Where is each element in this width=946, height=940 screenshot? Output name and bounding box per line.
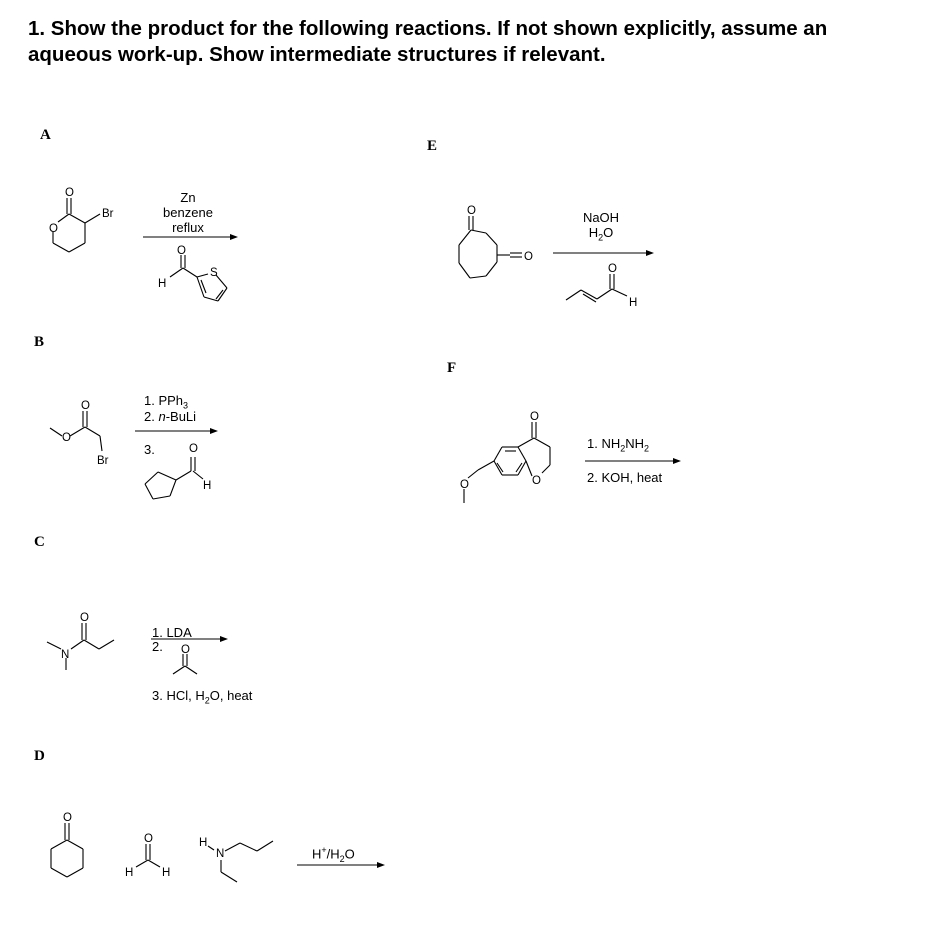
reagent-text: O xyxy=(344,846,355,862)
reaction-c-step-2: 2. xyxy=(152,639,163,654)
reagent-text: H xyxy=(312,846,322,862)
reaction-c-step-1: 1. LDA xyxy=(152,625,192,640)
atom-o: O xyxy=(80,612,89,624)
atom-o: O xyxy=(63,812,72,824)
atom-o: O xyxy=(62,432,71,444)
atom-o: O xyxy=(189,443,198,455)
atom-h: H xyxy=(158,278,167,290)
question-line-2: aqueous work-up. Show intermediate structures if relevant. xyxy=(28,43,606,66)
subscript: 3 xyxy=(183,400,189,411)
atom-o: O xyxy=(49,223,58,235)
reagent-text: /H xyxy=(326,846,340,862)
subscript: 2 xyxy=(204,695,210,706)
atom-h: H xyxy=(199,837,208,849)
step-text: 2. xyxy=(144,409,159,424)
atom-s: S xyxy=(210,267,218,279)
reagent-text: O xyxy=(603,225,614,240)
methoxy-chromanone-structure xyxy=(460,411,550,503)
atom-br: Br xyxy=(97,455,109,467)
atom-h: H xyxy=(125,867,134,879)
section-label-f: F xyxy=(447,360,457,376)
step-text: -BuLi xyxy=(165,409,197,424)
atom-o: O xyxy=(460,479,469,491)
condition-line: benzene xyxy=(163,205,213,220)
atom-o: O xyxy=(144,833,153,845)
atom-o: O xyxy=(524,251,533,263)
reaction-f-step-2: 2. KOH, heat xyxy=(587,470,663,485)
atom-o: O xyxy=(530,411,539,423)
atom-br: Br xyxy=(102,208,114,220)
atom-h: H xyxy=(203,480,212,492)
step-text: NH xyxy=(625,436,645,451)
reaction-b-step-3: 3. xyxy=(144,442,155,457)
step-text: 3. HCl, H xyxy=(152,688,205,703)
subscript: 2 xyxy=(644,443,650,454)
condition-line: Zn xyxy=(180,190,196,205)
subscript: 2 xyxy=(598,232,604,243)
atom-o: O xyxy=(467,205,476,217)
section-label-a: A xyxy=(40,127,51,143)
atom-o: O xyxy=(532,475,541,487)
step-text: O, heat xyxy=(209,688,253,703)
question-line-1: 1. Show the product for the following reactions. If not shown explicitly, assume an xyxy=(28,17,828,40)
atom-o: O xyxy=(608,263,617,275)
subscript: 2 xyxy=(620,443,626,454)
atom-h: H xyxy=(629,297,638,309)
reagent-text: H xyxy=(588,225,599,240)
condition-line: NaOH xyxy=(582,210,620,225)
condition-line: reflux xyxy=(172,220,204,235)
atom-n: N xyxy=(61,649,70,661)
atom-n: N xyxy=(216,848,225,860)
subscript: 2 xyxy=(339,853,345,864)
superscript: + xyxy=(321,845,327,855)
atom-o: O xyxy=(181,644,190,656)
step-text: 1. NH xyxy=(587,436,621,451)
section-label-c: C xyxy=(34,534,45,550)
atom-o: O xyxy=(81,400,90,412)
step-text: 1. PPh xyxy=(144,393,184,408)
italic-text: n xyxy=(158,409,166,424)
atom-h: H xyxy=(162,867,171,879)
section-label-d: D xyxy=(34,748,45,764)
atom-o: O xyxy=(177,245,186,257)
section-label-b: B xyxy=(34,334,45,350)
atom-o: O xyxy=(65,187,74,199)
reaction-f-step-1 xyxy=(587,436,649,457)
section-label-e: E xyxy=(427,138,438,154)
